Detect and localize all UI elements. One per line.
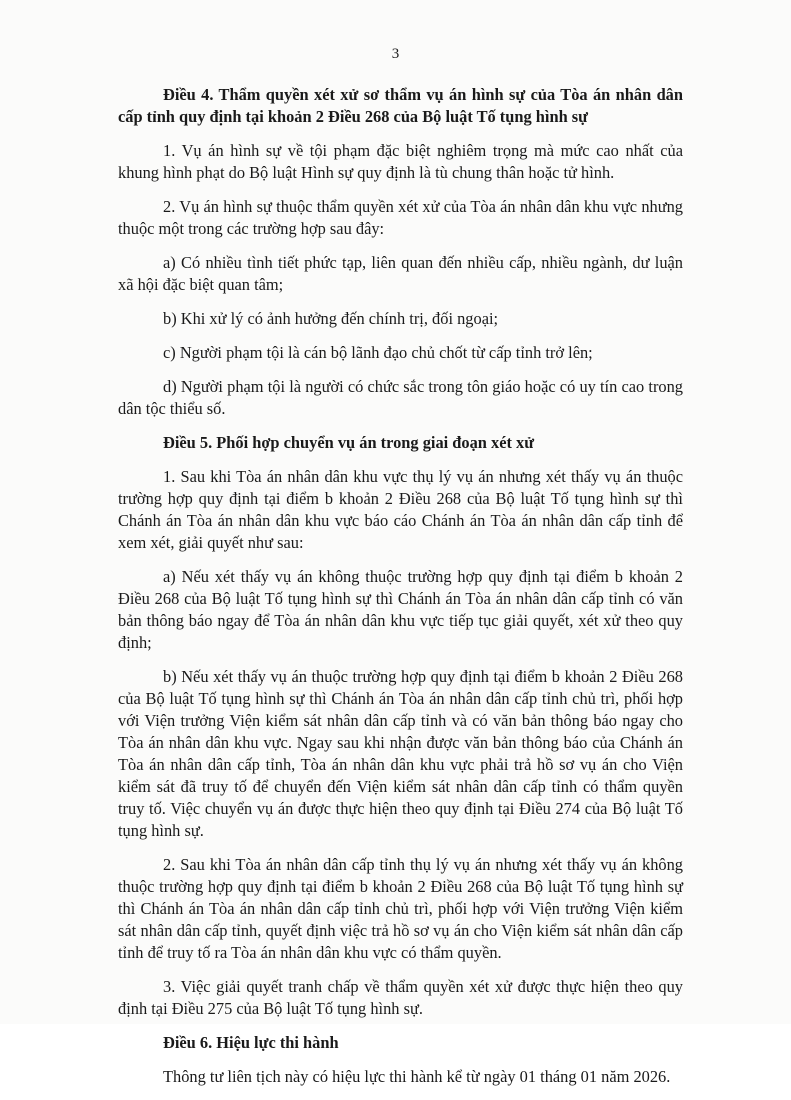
article-4-clause-1: 1. Vụ án hình sự về tội phạm đặc biệt nghiêm trọng mà mức cao nhất của khung hình phạt do Bộ luật Hình sự quy định là tù chung thân hoặc tử hình.: [118, 141, 683, 182]
article-4-point-a: a) Có nhiều tình tiết phức tạp, liên quan đến nhiều cấp, nhiều ngành, dư luận xã hội đặc biệt quan tâm;: [118, 253, 683, 294]
article-4-heading: Điều 4. Thẩm quyền xét xử sơ thẩm vụ án hình sự của Tòa án nhân dân cấp tỉnh quy định tại khoản 2 Điều 268 của Bộ luật Tố tụng hình sự: [118, 85, 683, 126]
article-5-point-a: a) Nếu xét thấy vụ án không thuộc trường hợp quy định tại điểm b khoản 2 Điều 268 của Bộ luật Tố tụng hình sự thì Chánh án Tòa án nhân dân cấp tỉnh có văn bản thông báo ngay để Tòa án nhân dân khu vực tiếp tục giải quyết, xét xử theo quy định;: [118, 567, 683, 652]
article-5-clause-1: 1. Sau khi Tòa án nhân dân khu vực thụ lý vụ án nhưng xét thấy vụ án thuộc trường hợp quy định tại điểm b khoản 2 Điều 268 của Bộ luật Tố tụng hình sự thì Chánh án Tòa án nhân dân khu vực báo cáo Chánh án Tòa án nhân dân cấp tỉnh để xem xét, giải quyết như sau:: [118, 467, 683, 552]
article-5-clause-3: 3. Việc giải quyết tranh chấp về thẩm quyền xét xử được thực hiện theo quy định tại Điều 275 của Bộ luật Tố tụng hình sự.: [118, 977, 683, 1018]
article-6-heading: Điều 6. Hiệu lực thi hành: [163, 1033, 339, 1052]
article-4-clause-2: 2. Vụ án hình sự thuộc thẩm quyền xét xử của Tòa án nhân dân khu vực nhưng thuộc một trong các trường hợp sau đây:: [118, 197, 683, 238]
article-5-point-b: b) Nếu xét thấy vụ án thuộc trường hợp quy định tại điểm b khoản 2 Điều 268 của Bộ luật Tố tụng hình sự thì Chánh án Tòa án nhân dân cấp tỉnh chủ trì, phối hợp với Viện trưởng Viện kiểm sát nhân dân cấp tỉnh và có văn bản thông báo ngay cho Tòa án nhân dân khu vực. Ngay sau khi nhận được văn bản thông báo của Chánh án Tòa án nhân dân cấp tỉnh, Tòa án nhân dân khu vực phải trả hồ sơ vụ án cho Viện kiểm sát đã truy tố để chuyển đến Viện kiểm sát nhân dân cấp tỉnh có thẩm quyền truy tố. Việc chuyển vụ án được thực hiện theo quy định tại Điều 274 của Bộ luật Tố tụng hình sự.: [118, 667, 683, 840]
article-4-point-b: b) Khi xử lý có ảnh hưởng đến chính trị, đối ngoại;: [163, 309, 499, 328]
article-4-point-d: d) Người phạm tội là người có chức sắc trong tôn giáo hoặc có uy tín cao trong dân tộc thiểu số.: [118, 377, 683, 418]
article-4-point-c: c) Người phạm tội là cán bộ lãnh đạo chủ chốt từ cấp tỉnh trở lên;: [163, 343, 593, 362]
article-5-clause-2: 2. Sau khi Tòa án nhân dân cấp tỉnh thụ lý vụ án nhưng xét thấy vụ án không thuộc trường hợp quy định tại điểm b khoản 2 Điều 268 của Bộ luật Tố tụng hình sự thì Chánh án Tòa án nhân dân cấp tỉnh chủ trì, phối hợp với Viện trưởng Viện kiểm sát nhân dân cấp tỉnh, quyết định việc trả hồ sơ vụ án cho Viện kiểm sát nhân dân cấp tỉnh để truy tố ra Tòa án nhân dân khu vực có thẩm quyền.: [118, 855, 683, 962]
article-6-text: Thông tư liên tịch này có hiệu lực thi hành kể từ ngày 01 tháng 01 năm 2026.: [163, 1067, 671, 1086]
page-number: 3: [391, 46, 400, 62]
document-body: [118, 84, 683, 1100]
article-5-heading: Điều 5. Phối hợp chuyển vụ án trong giai đoạn xét xử: [163, 433, 535, 452]
